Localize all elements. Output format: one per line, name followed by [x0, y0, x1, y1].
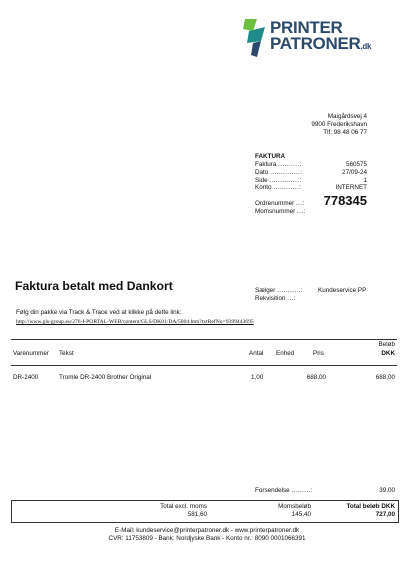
row-pris: 688,00 — [306, 374, 326, 381]
col-pris: Pris — [313, 350, 324, 357]
shipping-label-text: Forsendelse — [255, 487, 290, 494]
moms-dots: ...: — [297, 208, 306, 215]
faktura-dots: ..........: — [278, 161, 302, 168]
shipping-dots: .........: — [291, 487, 313, 494]
saelger-label — [255, 287, 303, 295]
total-excl-label: Total excl. moms — [160, 503, 207, 510]
row-antal: 1,00 — [251, 374, 264, 381]
total-excl-value: 581,60 — [187, 511, 207, 518]
saelger-label-text: Sælger — [255, 287, 276, 294]
faktura-label — [255, 161, 302, 169]
dato-dots: ..............: — [270, 169, 303, 176]
order-dots: ...: — [295, 200, 305, 207]
tracking-text: Følg din pakke via Track & Trace ved at klikke på dette link: — [16, 309, 182, 316]
invoice-heading: FAKTURA — [255, 153, 286, 160]
dato-label-text: Dato — [255, 169, 269, 176]
footer-bank: CVR: 11753809 - Bank: Nordjyske Bank - Konto nr.: 8090 0001066391 — [108, 535, 306, 542]
company-logo — [243, 15, 383, 59]
side-label-text: Side — [255, 177, 268, 184]
row-beloeb: 688,00 — [375, 374, 395, 381]
total-label: Total beløb DKK — [346, 503, 395, 510]
page-title: Faktura betalt med Dankort — [15, 279, 173, 293]
moms-label — [255, 208, 306, 216]
logo-word-patroner — [270, 35, 371, 55]
row-varenummer: DR-2400 — [13, 374, 39, 381]
konto-label — [255, 184, 301, 192]
sender-street: Maigårdsvej 4 — [327, 113, 367, 120]
total-value: 727,00 — [375, 511, 395, 518]
rekvisition-label — [255, 295, 296, 303]
col-tekst: Tekst — [59, 350, 74, 357]
saelger-value: Kundeservice PP — [318, 287, 367, 294]
konto-dots: ............: — [273, 184, 302, 191]
col-antal: Antal — [249, 350, 264, 357]
rekvisition-dots: ...: — [287, 295, 296, 302]
col-beloeb-currency: DKK — [381, 350, 395, 357]
moms-label-text: Momsnummer — [255, 208, 296, 215]
moms-amount-value: 145,40 — [291, 511, 311, 518]
row-tekst: Tromle DR-2400 Brother Original — [59, 374, 152, 381]
sender-phone: Tlf: 98 48 06 77 — [323, 129, 367, 136]
order-label-text: Ordrenummer — [255, 200, 295, 207]
moms-amount-label: Momsbeløb — [278, 503, 311, 510]
logo-suffix: .dk — [360, 42, 372, 51]
saelger-dots: ...........: — [277, 287, 303, 294]
konto-value: INTERNET — [335, 184, 367, 191]
sender-city: 9900 Frederikshavn — [311, 121, 367, 128]
shipping-label — [255, 487, 313, 495]
tracking-link[interactable]: http://www.gls-group.eu/276-I-PORTAL-WEB/content/GLS/DK01/DA/5004.htm?txtRefNo=9399443695 — [16, 319, 254, 325]
col-beloeb: Beløb — [378, 341, 395, 348]
logo-mark-icon — [243, 17, 267, 57]
faktura-label-text: Faktura — [255, 161, 277, 168]
logo-word-printer: PRINTER — [270, 18, 343, 37]
konto-label-text: Konto — [255, 184, 272, 191]
side-value: 1 — [363, 177, 367, 184]
col-varenummer: Varenummer — [13, 350, 49, 357]
logo-word-patroner-text: PATRONER — [270, 34, 361, 53]
col-enhed: Enhed — [276, 350, 295, 357]
shipping-value: 39,00 — [379, 487, 395, 494]
rekvisition-label-text: Rekvisition — [255, 295, 286, 302]
dato-value: 27/09-24 — [342, 169, 367, 176]
order-number: 778345 — [323, 193, 367, 208]
faktura-value: 560575 — [345, 161, 367, 168]
dato-label — [255, 169, 302, 177]
side-dots: ..............: — [269, 177, 302, 184]
footer-contact: E-Mail: kundeservice@printerpatroner.dk - www.printerpatroner.dk — [114, 527, 300, 534]
order-label — [255, 200, 305, 208]
